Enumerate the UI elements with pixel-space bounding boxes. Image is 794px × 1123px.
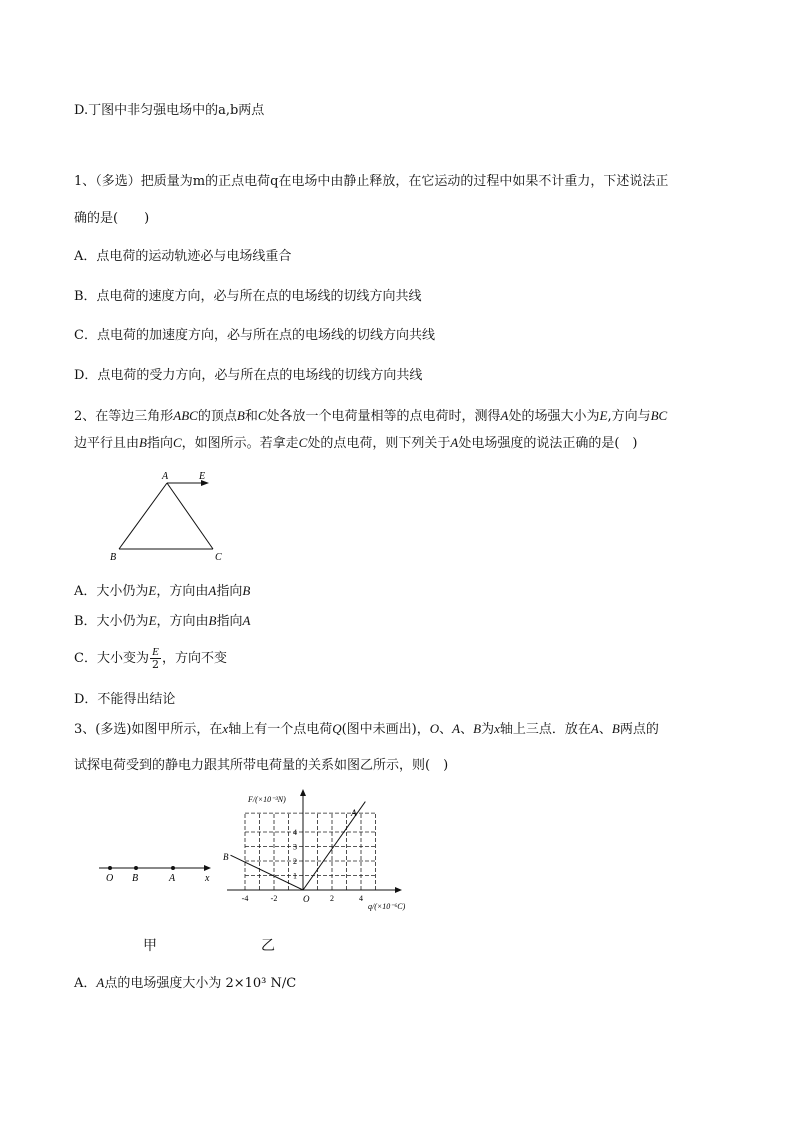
label-c: C — [215, 552, 222, 563]
caption-jia: 甲 — [143, 938, 157, 954]
point-a — [171, 866, 175, 870]
x-tick-label: -4 — [241, 894, 249, 903]
q2-option-b: B．大小仍为E，方向由B指向A — [74, 613, 251, 629]
x-axis-arrowhead — [204, 865, 211, 871]
q3-stem-line1: 3、(多选)如图甲所示，在x轴上有一个点电荷Q(图中未画出)，O、A、B为x轴上三点．放在A、B两点的 — [74, 721, 659, 737]
q1-option-a: A．点电荷的运动轨迹必与电场线重合 — [74, 249, 292, 264]
label-b: B — [132, 873, 139, 884]
q2-option-c: C．大小变为 $\frac{E}{2}$ ，方向不变 — [74, 646, 227, 671]
y-tick-label: 2 — [293, 857, 297, 866]
triangle-figure — [100, 460, 240, 570]
q3-option-a: A．A点的电场强度大小为 2×10³ N/C — [74, 975, 297, 991]
q-axis-arrowhead — [395, 887, 402, 893]
q2-stem-line1: 2、在等边三角形ABC的顶点B和C处各放一个电荷量相等的点电荷时，测得A处的场强大小为E,方向与BC — [74, 408, 668, 424]
caption-yi: 乙 — [261, 938, 275, 954]
point-o — [108, 866, 112, 870]
x-tick-label: 2 — [330, 894, 334, 903]
triangle-side-ac — [167, 483, 213, 549]
label-o: O — [106, 873, 114, 884]
y-tick-label: 3 — [293, 842, 297, 852]
label-e: E — [199, 471, 206, 482]
q1-stem-line2: 确的是( ) — [74, 211, 150, 226]
label-a: A — [169, 873, 176, 884]
figure-jia-axis — [95, 858, 225, 888]
dashed-grid — [245, 813, 376, 890]
point-b — [134, 866, 138, 870]
q1-option-c: C．点电荷的加速度方向，必与所在点的电场线的切线方向共线 — [74, 328, 435, 343]
line-b-label: B — [223, 852, 229, 862]
q2-option-d: D．不能得出结论 — [74, 692, 176, 707]
triangle-side-ab — [119, 483, 167, 549]
x-axis-label: q/(×10⁻⁶C) — [368, 902, 406, 911]
x-tick-label: 4 — [359, 894, 363, 903]
q1-option-d: D．点电荷的受力方向，必与所在点的电场线的切线方向共线 — [74, 368, 423, 383]
q1-option-b: B．点电荷的速度方向，必与所在点的电场线的切线方向共线 — [74, 289, 422, 304]
fraction-e-over-2: $\frac{E}{2}$ — [151, 646, 159, 671]
y-tick-label: 1 — [293, 871, 297, 881]
q3-stem-line2: 试探电荷受到的静电力跟其所带电荷量的关系如图乙所示，则( ) — [74, 758, 449, 773]
q2-option-a: A．大小仍为E，方向由A指向B — [74, 583, 251, 599]
label-x: x — [205, 873, 210, 884]
label-a: A — [162, 471, 169, 482]
x-tick-label: -2 — [270, 894, 278, 903]
q1-stem-line1: 1、（多选）把质量为m的正点电荷q在电场中由静止释放，在它运动的过程中如果不计重力，下述说法正 — [74, 174, 669, 189]
f-axis-arrowhead — [300, 789, 306, 796]
line-a-label: A — [351, 808, 357, 818]
origin-label: O — [303, 894, 310, 904]
y-tick-label: 4 — [293, 828, 297, 837]
prev-option-d: D.丁图中非匀强电场中的a,b两点 — [74, 103, 265, 118]
figure-yi-graph — [215, 788, 430, 918]
data-lines — [231, 802, 366, 890]
q2-stem-line2: 边平行且由B指向C，如图所示。若拿走C处的点电荷，则下列关于A处电场强度的说法正确的是( ) — [74, 435, 638, 451]
y-axis-label: F/(×10⁻³N) — [248, 795, 286, 804]
label-b: B — [110, 552, 117, 563]
